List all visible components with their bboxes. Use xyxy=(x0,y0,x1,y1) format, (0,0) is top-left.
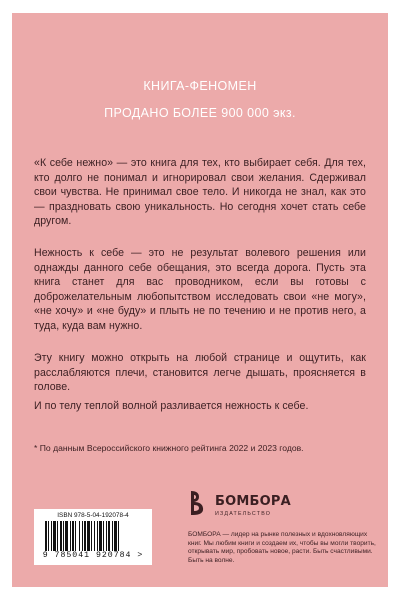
barcode-digits: 9 785041 920784 > xyxy=(42,551,144,560)
description-paragraph-3: Эту книгу можно открыть на любой странице и ощутить, как расслабляются плечи, становится легче дышать, проясняется в голове. xyxy=(34,352,366,393)
isbn-barcode xyxy=(34,509,152,565)
description-paragraph-1: «К себе нежно» — это книга для тех, кто выбирает себя. Для тех, кто долго не понимал и игнорировал свои желания. Сдерживал свои чувства. Не принимал свое тело. И никогда не знал, как это — праздновать свою уникальность. Но сегодня хочет стать себе другом. xyxy=(34,157,366,227)
headline-book-phenomenon: КНИГА-ФЕНОМЕН xyxy=(143,79,257,93)
back-cover xyxy=(12,13,388,587)
rating-footnote: * По данным Всероссийского книжного рейтинга 2022 и 2023 годов. xyxy=(34,443,304,453)
description-paragraph-4: И по телу теплой волной разливается нежность к себе. xyxy=(34,400,309,412)
headline-copies-sold: ПРОДАНО БОЛЕЕ 900 000 экз. xyxy=(104,106,296,120)
isbn-label: ISBN 978-5-04-192078-4 xyxy=(57,512,129,519)
publisher-name: БОМБОРА xyxy=(215,494,291,509)
barcode-bars xyxy=(43,521,143,551)
publisher-blurb: БОМБОРА — лидер на рынке полезных и вдохновляющих книг. Мы любим книги и создаем их, чтобы вы могли творить, открывать мир, пробовать новое, расти. Быть счастливыми. Быть на волне. xyxy=(188,531,376,564)
publisher-logo xyxy=(188,487,298,527)
publisher-tagline: ИЗДАТЕЛЬСТВО xyxy=(215,511,272,517)
bombora-wave-icon xyxy=(188,489,210,517)
description-paragraph-2: Нежность к себе — это не результат волевого решения или однажды данного себе обещания, это всегда дорога. Пусть эта книга станет для вас проводником, если вы готовы с доброжелательным любопытством исследовать свои «не могу», «не хочу» и «не буду» и плыть не по течению и не против него, а туда, куда вам нужно. xyxy=(34,247,366,332)
